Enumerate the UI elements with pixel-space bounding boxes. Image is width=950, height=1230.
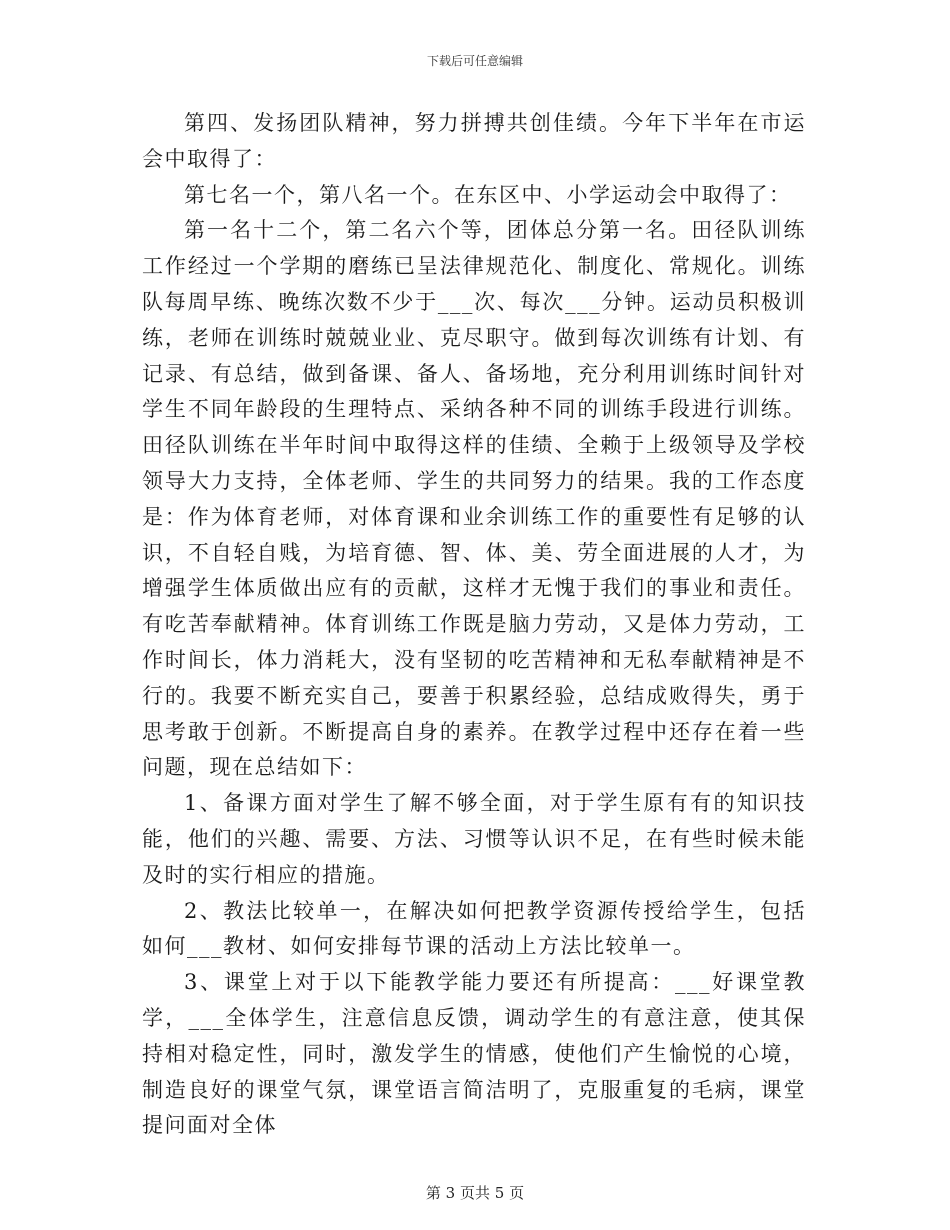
paragraph-5: 2、教法比较单一，在解决如何把教学资源传授给学生，包括如何___教材、如何安排每节课的活动上方法比较单一。	[142, 898, 806, 959]
page-footer: 第 3 页共 5 页	[425, 1184, 525, 1202]
paragraph-3: 第一名十二个，第二名六个等，团体总分第一名。田径队训练工作经过一个学期的磨练已呈法律规范化、制度化、常规化。训练队每周早练、晚练次数不少于___次、每次___分钟。运动员积极训练，老师在训练时兢兢业业、克尽职守。做到每次训练有计划、有记录、有总结，做到备课、备人、备场地，充分利用训练时间针对学生不同年龄段的生理特点、采纳各种不同的训练手段进行训练。田径队训练在半年时间中取得这样的佳绩、全赖于上级领导及学校领导大力支持，全体老师、学生的共同努力的结果。我的工作态度是：作为体育老师，对体育课和业余训练工作的重要性有足够的认识，不自轻自贱，为培育德、智、体、美、劳全面进展的人才，为增强学生体质做出应有的贡献，这样才无愧于我们的事业和责任。有吃苦奉献精神。体育训练工作既是脑力劳动，又是体力劳动，工作时间长，体力消耗大，没有坚韧的吃苦精神和无私奉献精神是不行的。我要不断充实自己，要善于积累经验，总结成败得失，勇于思考敢于创新。不断提高自身的素养。在教学过程中还存在着一些问题，现在总结如下：	[142, 218, 806, 780]
page-header: 下载后可任意编辑	[426, 54, 523, 68]
paragraph-6: 3、课堂上对于以下能教学能力要还有所提高：___好课堂教学，___全体学生，注意信息反馈，调动学生的有意注意，使其保持相对稳定性，同时，激发学生的情感，使他们产生愉悦的心境，制造良好的课堂气氛，课堂语言简洁明了，克服重复的毛病，课堂提问面对全体	[142, 970, 806, 1138]
paragraph-1: 第四、发扬团队精神，努力拼搏共创佳绩。今年下半年在市运会中取得了：	[142, 111, 806, 171]
paragraph-4: 1、备课方面对学生了解不够全面，对于学生原有有的知识技能，他们的兴趣、需要、方法、习惯等认识不足，在有些时候未能及时的实行相应的措施。	[142, 791, 806, 887]
paragraph-2: 第七名一个，第八名一个。在东区中、小学运动会中取得了：	[184, 182, 792, 207]
document-body	[142, 106, 806, 1144]
